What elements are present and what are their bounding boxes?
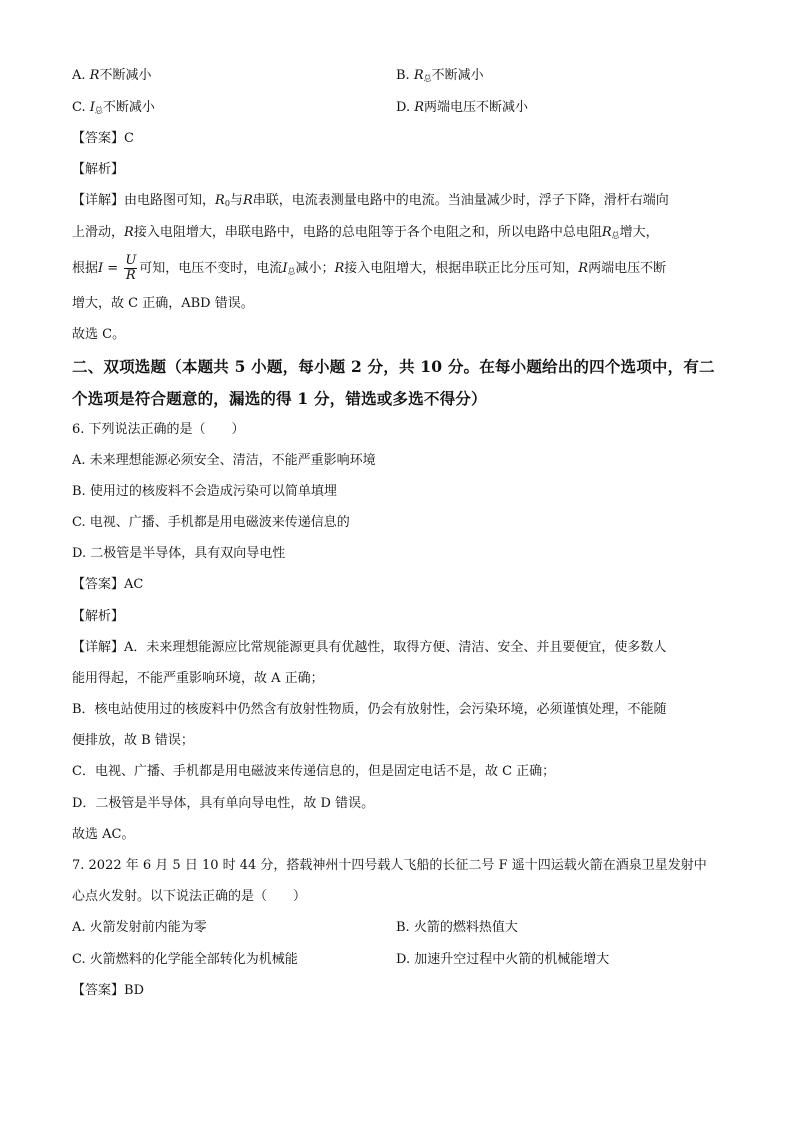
q6-detail-line-4: 便排放，故 B 错误； — [72, 733, 194, 748]
q5-option-a: A. R不断减小 — [72, 68, 152, 83]
q5-answer: 【答案】C — [72, 131, 134, 146]
section-heading-line-1: 二、双项选题（本题共 5 小题，每小题 2 分，共 10 分。在每小题给出的四个选项中，有二 — [72, 357, 715, 376]
q5-conclusion: 故选 C。 — [72, 327, 126, 342]
q6-option-a: A. 未来理想能源必须安全、清洁，不能严重影响环境 — [72, 453, 376, 468]
q7-stem-line-2: 心点火发射。以下说法正确的是（ ） — [72, 889, 307, 904]
q6-detail-line-1: 【详解】A．未来理想能源应比常规能源更具有优越性，取得方便、清洁、安全、并且要便宜，使多数人 — [72, 640, 667, 655]
q5-detail-line-2: 上滑动，R接入电阻增大，串联电路中，电路的总电阻等于各个电阻之和，所以电路中总电阻$R_总$增大， — [72, 225, 659, 240]
q6-stem: 6. 下列说法正确的是（ ） — [72, 422, 245, 437]
q5-detail-line-1: 【详解】由电路图可知，$R_0$与R串联，电流表测量电路中的电流。当油量减少时，浮子下降，滑杆右端向 — [72, 193, 669, 208]
q6-option-b: B. 使用过的核废料不会造成污染可以简单填埋 — [72, 484, 337, 499]
q7-option-b: B. 火箭的燃料热值大 — [396, 920, 518, 935]
q6-analysis-label: 【解析】 — [72, 609, 125, 624]
q7-option-c: C. 火箭燃料的化学能全部转化为机械能 — [72, 952, 298, 967]
q6-conclusion: 故选 AC。 — [72, 827, 135, 842]
ohms-law-fraction: $\frac{U}{R}$ — [125, 253, 137, 283]
q6-answer: 【答案】AC — [72, 577, 144, 592]
section-heading-line-2: 个选项是符合题意的，漏选的得 1 分，错选或多选不得分） — [72, 389, 487, 408]
q5-detail-line-4: 增大，故 C 正确，ABD 错误。 — [72, 296, 254, 311]
q6-detail-line-6: D．二极管是半导体，具有单向导电性，故 D 错误。 — [72, 796, 375, 811]
q7-option-d: D. 加速升空过程中火箭的机械能增大 — [396, 952, 610, 967]
q5-option-c: C. $I_总$不断减小 — [72, 100, 155, 115]
q5-detail-line-3: 根据I = $\frac{U}{R}$ 可知，电压不变时，电流$I_总$减小；R接入电阻增大，根据串联正比分压可知，R两端电压不断 — [72, 253, 667, 283]
q6-detail-line-3: B．核电站使用过的核废料中仍然含有放射性物质，仍会有放射性，会污染环境，必须谨慎处理，不能随 — [72, 702, 667, 717]
q6-detail-line-5: C．电视、广播、手机都是用电磁波来传递信息的，但是固定电话不是，故 C 正确； — [72, 764, 556, 779]
q6-detail-line-2: 能用得起，不能严重影响环境，故 A 正确； — [72, 671, 324, 686]
q6-option-d: D. 二极管是半导体，具有双向导电性 — [72, 546, 286, 561]
q5-analysis-label: 【解析】 — [72, 162, 125, 177]
q7-stem-line-1: 7. 2022 年 6 月 5 日 10 时 44 分，搭载神州十四号载人飞船的长征二号 F 遥十四运载火箭在酒泉卫星发射中 — [72, 858, 707, 873]
q7-answer: 【答案】BD — [72, 983, 144, 998]
q5-option-b: B. $R_总$不断减小 — [396, 68, 484, 83]
q6-option-c: C. 电视、广播、手机都是用电磁波来传递信息的 — [72, 515, 350, 530]
q5-option-d: D. R两端电压不断减小 — [396, 100, 529, 115]
q7-option-a: A. 火箭发射前内能为零 — [72, 920, 207, 935]
